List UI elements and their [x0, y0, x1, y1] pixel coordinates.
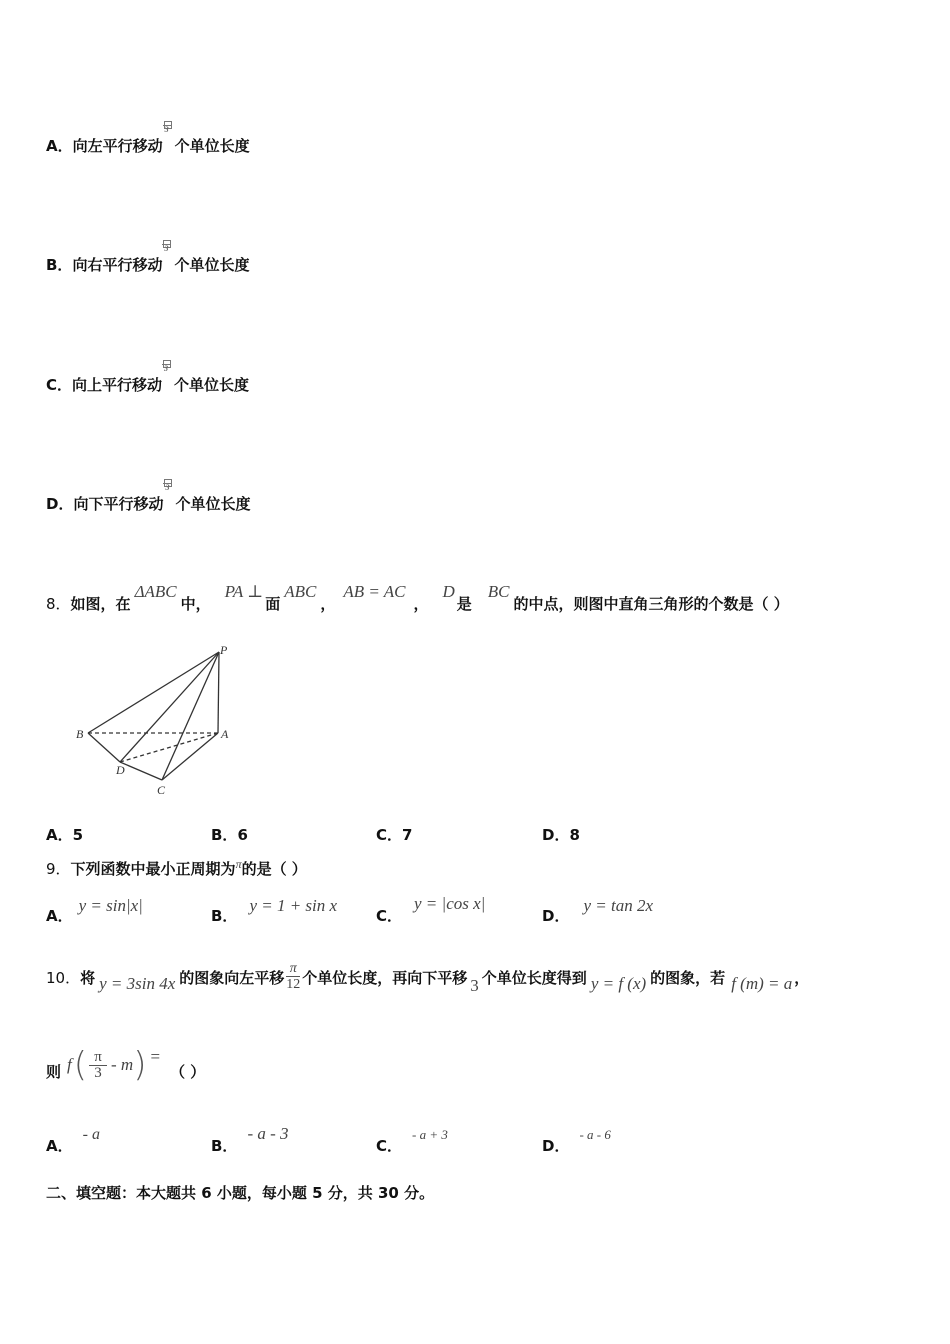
- math-bc: BC: [487, 582, 510, 601]
- math-abc: ABC: [284, 582, 317, 601]
- edge-pb: [88, 652, 219, 733]
- stem-text: ，: [320, 595, 336, 613]
- stem-text: 的图象，若: [650, 969, 726, 987]
- option-text-post: 个单位长度: [174, 256, 250, 274]
- option-text-pre: 向上平行移动: [72, 376, 163, 394]
- label-c: C: [157, 783, 166, 797]
- option-label: C．: [46, 376, 73, 394]
- option-text-post: 个单位长度: [174, 376, 250, 394]
- q10-line2: [46, 1040, 205, 1090]
- fraction-pi-over-3: $\frac{\pi}{3}$: [89, 1050, 107, 1081]
- edge-ca: [162, 733, 218, 780]
- q8-option-b: B．6: [211, 826, 248, 844]
- math-pi: π: [235, 857, 242, 871]
- q7-option-b: [46, 244, 250, 275]
- section-2-heading: 二、填空题：本大题共 6 小题，每小题 5 分，共 30 分。: [46, 1184, 435, 1202]
- stem-text: 个单位长度得到: [481, 969, 587, 987]
- fraction: 3: [163, 141, 175, 151]
- label-p: P: [220, 643, 228, 657]
- left-paren: (: [73, 1045, 88, 1085]
- stem-text: 的中点，则图中直角三角形的个数是（ ）: [513, 595, 789, 613]
- edge-dc: [120, 762, 162, 780]
- question-number: 8．: [46, 595, 71, 613]
- q10-option-c: C．- a + 3: [376, 1127, 448, 1155]
- option-text-pre: 向右平行移动: [72, 256, 163, 274]
- math-minus-m: - m: [111, 1055, 134, 1074]
- math-equals: =: [150, 1047, 161, 1066]
- stem-text: 将: [80, 969, 96, 987]
- edge-pc: [162, 652, 219, 780]
- stem-text: 中，: [180, 595, 211, 613]
- math-triangle-abc: ΔABC: [134, 582, 177, 601]
- question-number: 10．: [46, 969, 81, 987]
- q7-option-a: [46, 125, 250, 156]
- stem-text: 面: [265, 595, 281, 613]
- math-fm-eq-a: f (m) = a: [731, 974, 793, 993]
- math-f: f: [67, 1055, 72, 1074]
- label-d: D: [116, 763, 125, 777]
- math-pa-perp: PA ⊥: [224, 582, 264, 601]
- q7-option-d: [46, 483, 251, 514]
- q8-option-c: C．7: [376, 826, 413, 844]
- right-paren: ): [133, 1045, 147, 1085]
- option-text-pre: 向下平行移动: [73, 495, 164, 513]
- q7-option-c: [46, 364, 250, 395]
- math-3: 3: [470, 976, 479, 995]
- question-number: 9．: [46, 860, 71, 878]
- fraction: 3: [163, 499, 175, 509]
- edge-pd: [120, 652, 219, 762]
- fraction: 3: [162, 380, 174, 390]
- option-label: D．: [46, 495, 74, 513]
- stem-text: ，: [413, 595, 429, 613]
- stem-text: 的图象向左平移: [179, 969, 285, 987]
- stem-text: （ ）: [170, 1062, 206, 1081]
- stem-text: 个单位长度，再向下平移: [302, 969, 468, 987]
- edge-da: [120, 733, 218, 762]
- q8-stem: [46, 582, 789, 614]
- option-label: A．: [46, 137, 73, 155]
- option-label: B．: [46, 256, 73, 274]
- fraction: 3: [162, 260, 174, 270]
- math-y-eq-fx: y = f (x): [590, 974, 647, 993]
- edge-bd: [88, 733, 120, 762]
- edge-pa: [218, 652, 219, 733]
- math-d: D: [442, 582, 455, 601]
- q9-option-d: D．y = tan 2x: [542, 896, 653, 925]
- q9-option-a: A．y = sin|x|: [46, 896, 143, 925]
- math-y-eq-3sin4x: y = 3sin 4x: [99, 974, 176, 993]
- q9-option-c: C．y = |cos x|: [376, 894, 486, 925]
- math-ab-eq-ac: AB = AC: [343, 582, 406, 601]
- fraction-pi-over-12: $\frac{\pi}{12}$: [286, 961, 301, 992]
- stem-text: ，: [794, 969, 810, 987]
- q9-option-b: B．y = 1 + sin x: [211, 896, 338, 925]
- q8-figure: [70, 640, 245, 800]
- stem-text: 的是（ ）: [241, 860, 307, 878]
- stem-text: 如图，在: [70, 595, 131, 613]
- stem-text: 下列函数中最小正周期为: [70, 860, 236, 878]
- label-a: A: [221, 727, 229, 741]
- option-text-post: 个单位长度: [175, 495, 251, 513]
- q8-option-a: A．5: [46, 826, 84, 844]
- option-text-pre: 向左平行移动: [72, 137, 163, 155]
- q10-option-d: D．- a - 6: [542, 1127, 611, 1155]
- label-b: B: [76, 727, 84, 741]
- stem-text: 是: [456, 595, 472, 613]
- option-text-post: 个单位长度: [174, 137, 250, 155]
- q9-stem: [46, 858, 307, 879]
- q10-option-a: A．- a: [46, 1126, 100, 1155]
- q8-option-d: D．8: [542, 826, 580, 844]
- q10-option-b: B．- a - 3: [211, 1124, 289, 1155]
- q10-stem: [46, 963, 809, 994]
- stem-text: 则: [46, 1062, 62, 1081]
